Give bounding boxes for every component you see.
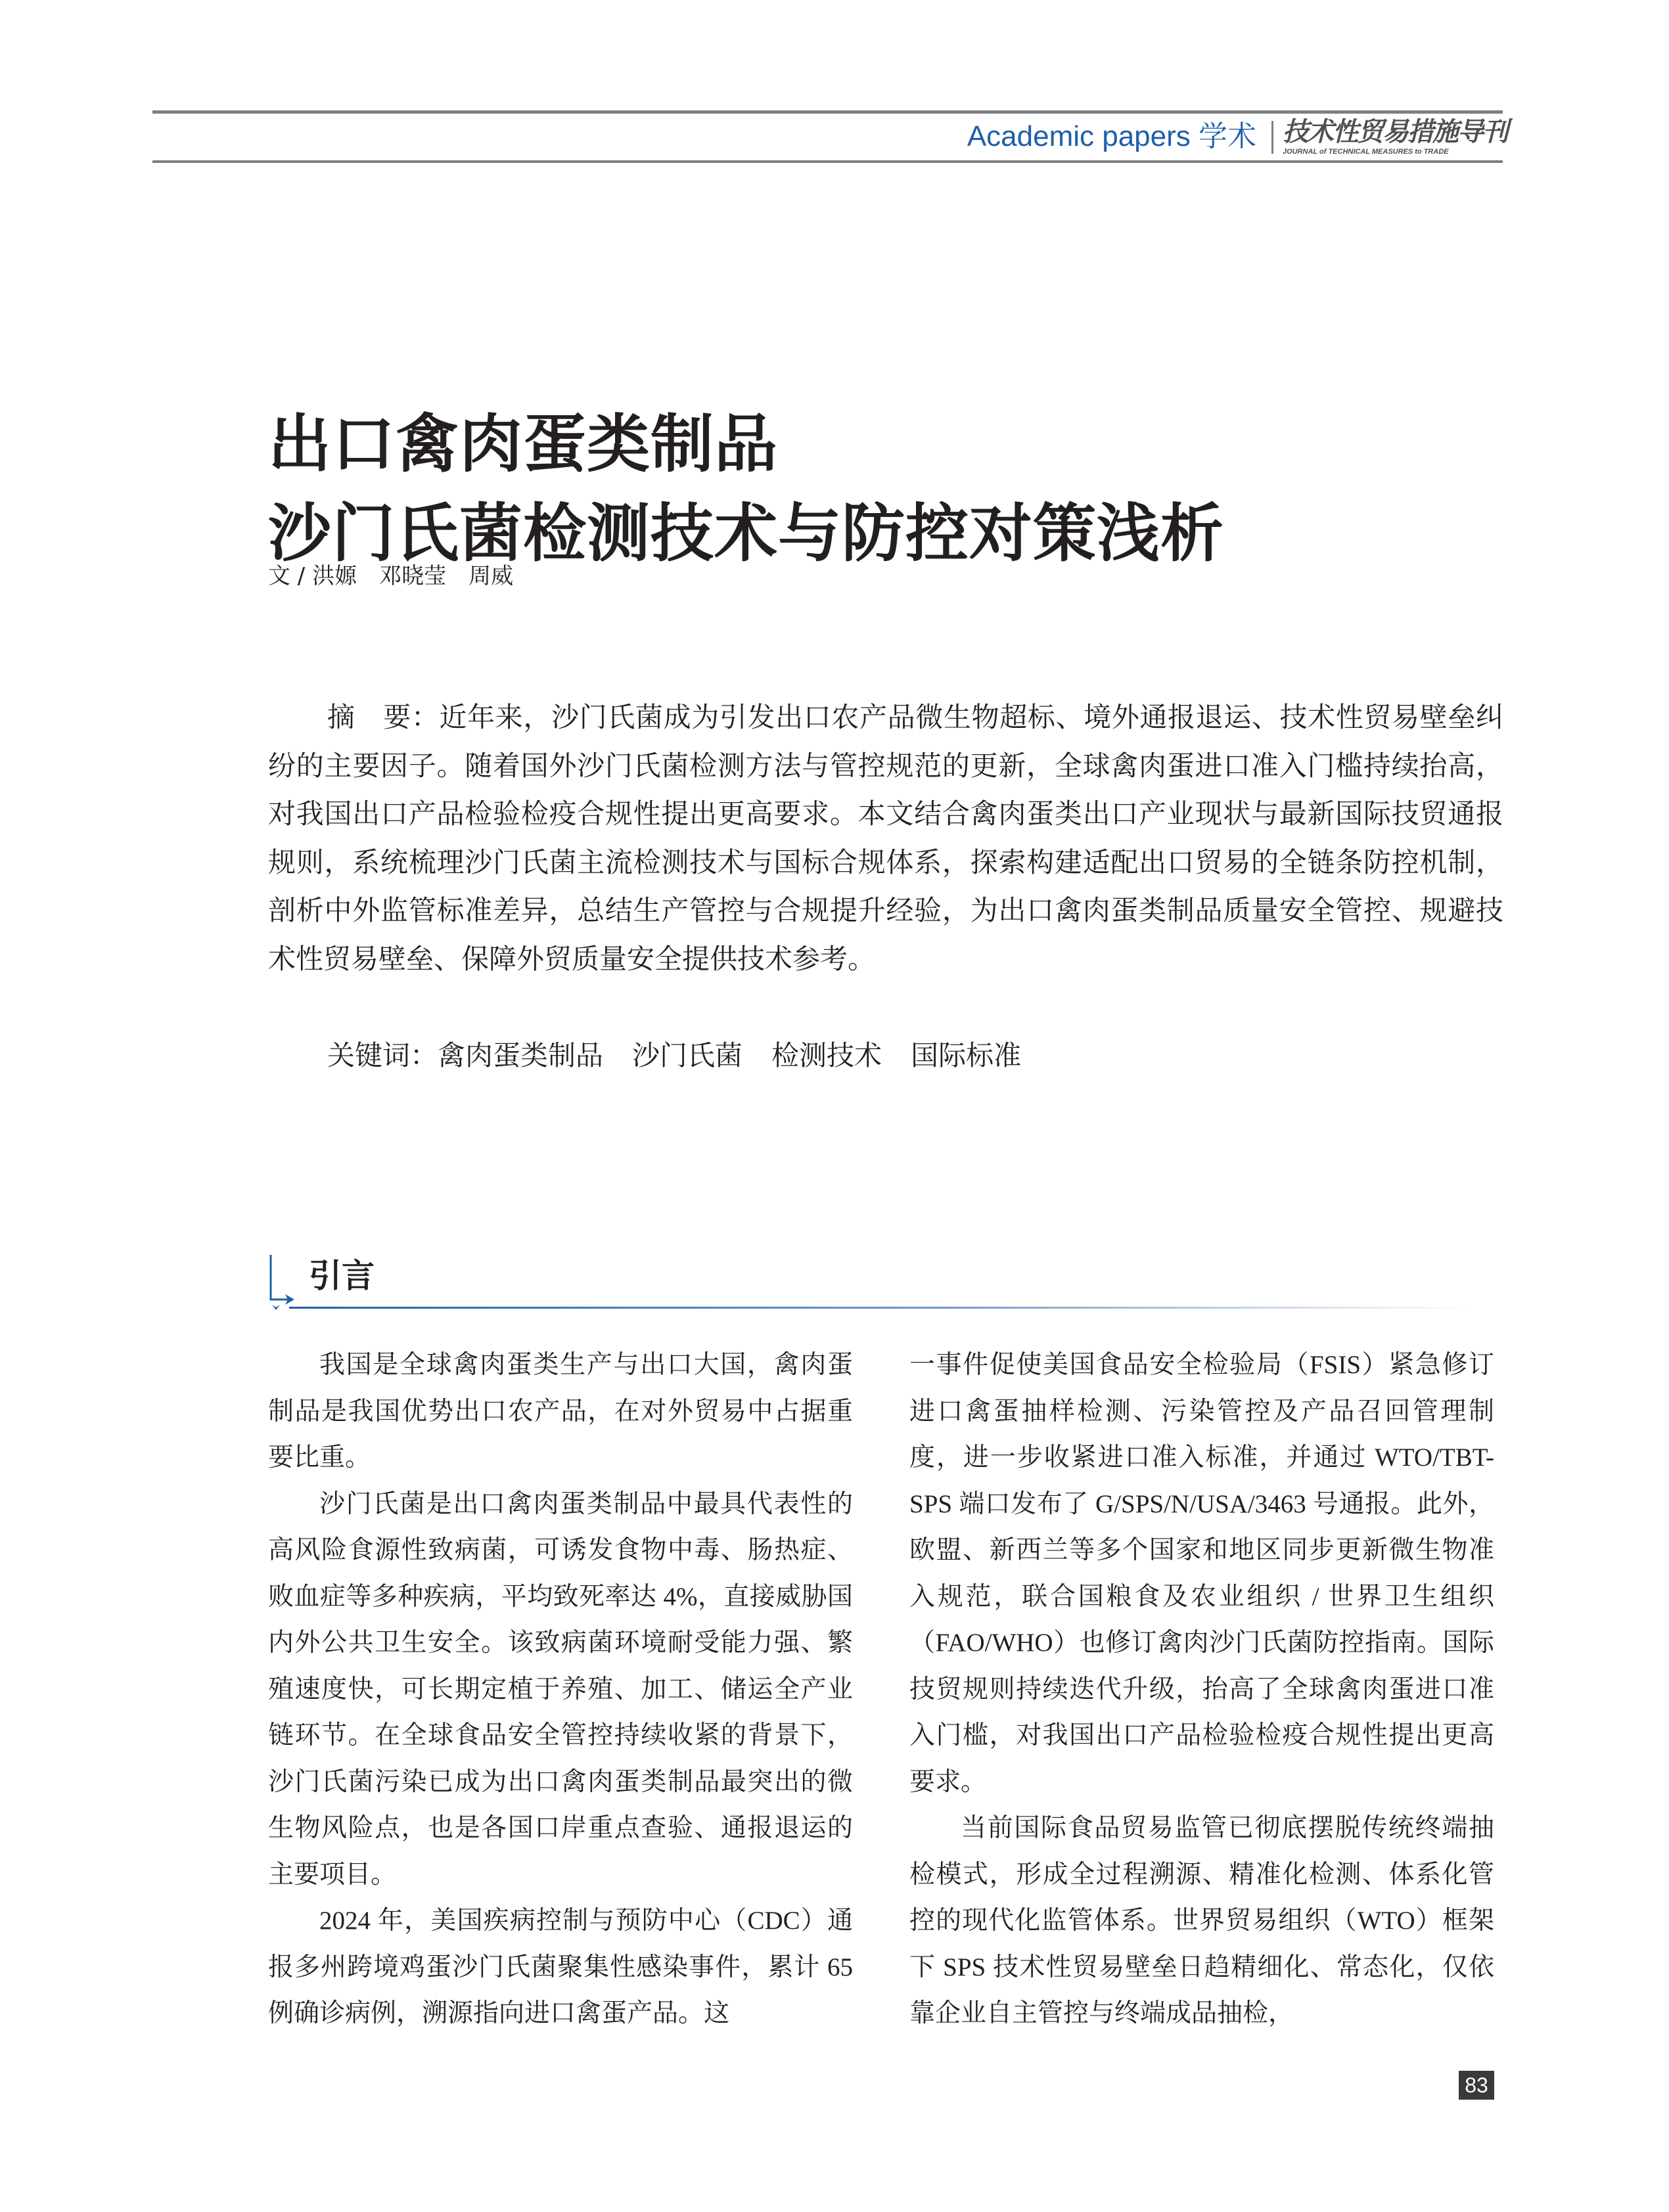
body-paragraph: 当前国际食品贸易监管已彻底摆脱传统终端抽检模式，形成全过程溯源、精准化检测、体系化管控的现代化监管体系。世界贸易组织（WTO）框架下 SPS 技术性贸易壁垒日趋精细化、常态化，仅依靠企业自主管控与终端成品抽检， bbox=[909, 1814, 1494, 2027]
keyword: 检测技术 bbox=[771, 1039, 882, 1072]
header-separator bbox=[1271, 121, 1273, 154]
section-title: 引言 bbox=[309, 1257, 375, 1295]
header-rule-top bbox=[152, 110, 1503, 114]
journal-name: 技术性贸易措施导刊 bbox=[1283, 117, 1507, 147]
keyword: 禽肉蛋类制品 bbox=[438, 1039, 604, 1072]
byline: 文 / 洪嫄 邓晓莹 周威 bbox=[268, 563, 514, 589]
abstract-text: 摘 要：近年来，沙门氏菌成为引发出口农产品微生物超标、境外通报退运、技术性贸易壁垒纠纷的主要因子。随着国外沙门氏菌检测方法与管控规范的更新，全球禽肉蛋进口准入门槛持续抬高，对我国出口产品检验检疫合规性提出更高要求。本文结合禽肉蛋类出口产业现状与最新国际技贸通报规则，系统梳理沙门氏菌主流检测技术与国标合规体系，探索构建适配出口贸易的全链条防控机制，剖析中外监管标准差异，总结生产管控与合规提升经验，为出口禽肉蛋类制品质量安全管控、规避技术性贸易壁垒、保障外贸质量安全提供技术参考。 bbox=[268, 701, 1503, 975]
page-number: 83 bbox=[1459, 2071, 1494, 2100]
section-label: Academic papers 学术 bbox=[967, 120, 1256, 152]
body-column-left bbox=[268, 1342, 853, 2037]
journal-subtitle: JOURNAL of TECHNICAL MEASURES to TRADE bbox=[1283, 148, 1449, 156]
keywords bbox=[327, 1031, 1050, 1079]
body-paragraph: 一事件促使美国食品安全检验局（FSIS）紧急修订进口禽蛋抽样检测、污染管控及产品召回管理制度，进一步收紧进口准入标准，并通过 WTO/TBT-SPS 端口发布了 G/SPS/N/USA/3463 号通报。此外，欧盟、新西兰等多个国家和地区同步更新微生物准入规范，联合国粮食及农业组织 / 世界卫生组织（FAO/WHO）也修订禽肉沙门氏菌防控指南。国际技贸规则持续迭代升级，抬高了全球禽肉蛋进口准入门槛，对我国出口产品检验检疫合规性提出更高要求。 bbox=[909, 1351, 1494, 1796]
journal-logo bbox=[1283, 117, 1507, 156]
abstract bbox=[268, 693, 1503, 983]
title-line-2: 沙门氏菌检测技术与防控对策浅析 bbox=[268, 497, 1224, 570]
body-paragraph: 我国是全球禽肉蛋类生产与出口大国，禽肉蛋制品是我国优势出口农产品，在对外贸易中占据重要比重。 bbox=[268, 1351, 853, 1472]
article-title bbox=[268, 399, 1451, 578]
body-paragraph: 2024 年，美国疾病控制与预防中心（CDC）通报多州跨境鸡蛋沙门氏菌聚集性感染事件，累计 65 例确诊病例，溯源指向进口禽蛋产品。这 bbox=[268, 1907, 853, 2027]
title-line-1: 出口禽肉蛋类制品 bbox=[268, 407, 778, 481]
keyword: 国际标准 bbox=[911, 1039, 1022, 1072]
keywords-label: 关键词： bbox=[327, 1039, 438, 1072]
section-rule bbox=[289, 1307, 1472, 1309]
keyword: 沙门氏菌 bbox=[632, 1039, 743, 1072]
body-column-right bbox=[909, 1342, 1494, 2037]
header-rule-bottom bbox=[152, 160, 1503, 163]
section-marker-icon bbox=[265, 1253, 296, 1313]
body-paragraph: 沙门氏菌是出口禽肉蛋类制品中最具代表性的高风险食源性致病菌，可诱发食物中毒、肠热症、败血症等多种疾病，平均致死率达 4%，直接威胁国内外公共卫生安全。该致病菌环境耐受能力强、繁殖速度快，可长期定植于养殖、加工、储运全产业链环节。在全球食品安全管控持续收紧的背景下，沙门氏菌污染已成为出口禽肉蛋类制品最突出的微生物风险点，也是各国口岸重点查验、通报退运的主要项目。 bbox=[268, 1489, 853, 1889]
